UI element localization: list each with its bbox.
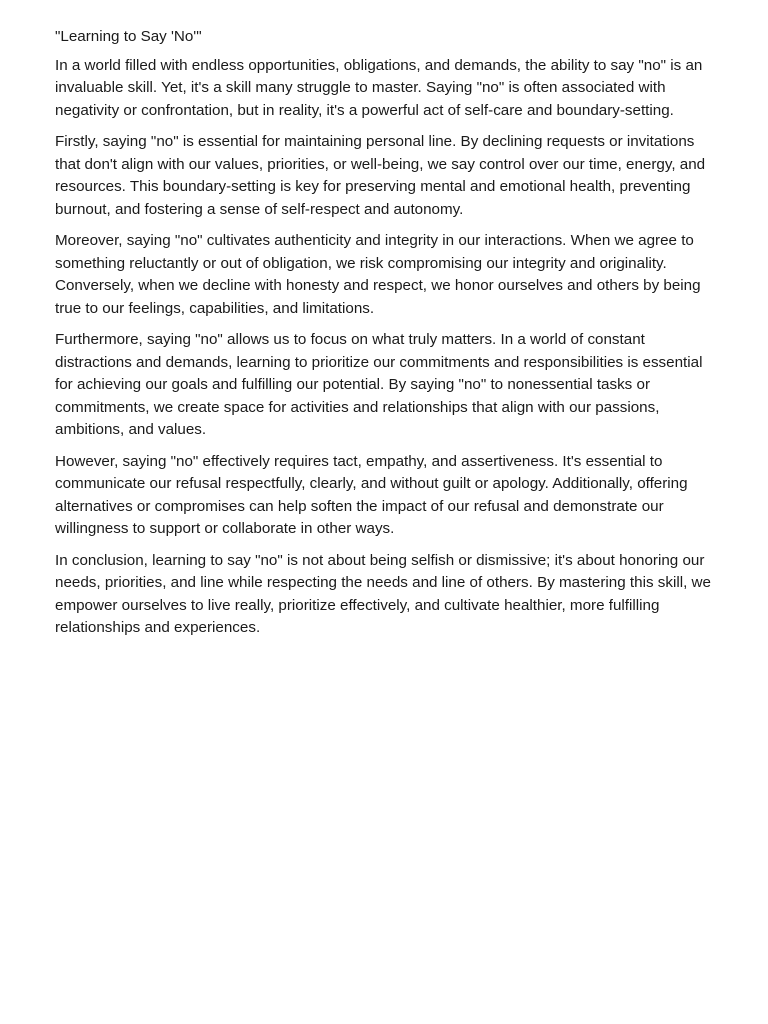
paragraph-intro: In a world filled with endless opportunities, obligations, and demands, the ability to say "no" is an invaluable skill. Yet, it's a skill many struggle to master. Saying "no" is often associated with negativity or confrontation, but in reality, it's a powerful act of self-care and boundary-setting. xyxy=(55,56,703,119)
paragraph-conclusion: In conclusion, learning to say "no" is not about being selfish or dismissive; it's about honoring our needs, priorities, and line while respecting the needs and line of others. By mastering this skill, we empower ourselves to live really, prioritize effectively, and cultivate healthier, more fulfilling relationships and experiences. xyxy=(55,551,711,636)
paragraph-firstly: Firstly, saying "no" is essential for maintaining personal line. By declining requests or invitations that don't align with our values, priorities, or well-being, we say control over our time, energy, and resources. This boundary-setting is key for preserving mental and emotional health, preventing burnout, and fostering a sense of self-respect and autonomy. xyxy=(55,133,706,218)
document-title: "Learning to Say 'No'" xyxy=(55,28,202,45)
paragraph-however: However, saying "no" effectively requires tact, empathy, and assertiveness. It's essential to communicate our refusal respectfully, clearly, and without guilt or apology. Additionally, offering alternatives or compromises can help soften the impact of our refusal and demonstrate our willingness to support or collaborate in other ways. xyxy=(55,452,688,537)
paragraph-moreover: Moreover, saying "no" cultivates authenticity and integrity in our interactions. When we agree to something reluctantly or out of obligation, we risk compromising our integrity and originality. Conversely, when we decline with honesty and respect, we honor ourselves and others by being true to our feelings, capabilities, and limitations. xyxy=(55,232,701,317)
paragraph-furthermore: Furthermore, saying "no" allows us to focus on what truly matters. In a world of constant distractions and demands, learning to prioritize our commitments and responsibilities is essential for achieving our goals and fulfilling our potential. By saying "no" to nonessential tasks or commitments, we create space for activities and relationships that align with our passions, ambitions, and values. xyxy=(55,331,703,438)
document-body xyxy=(55,26,715,649)
